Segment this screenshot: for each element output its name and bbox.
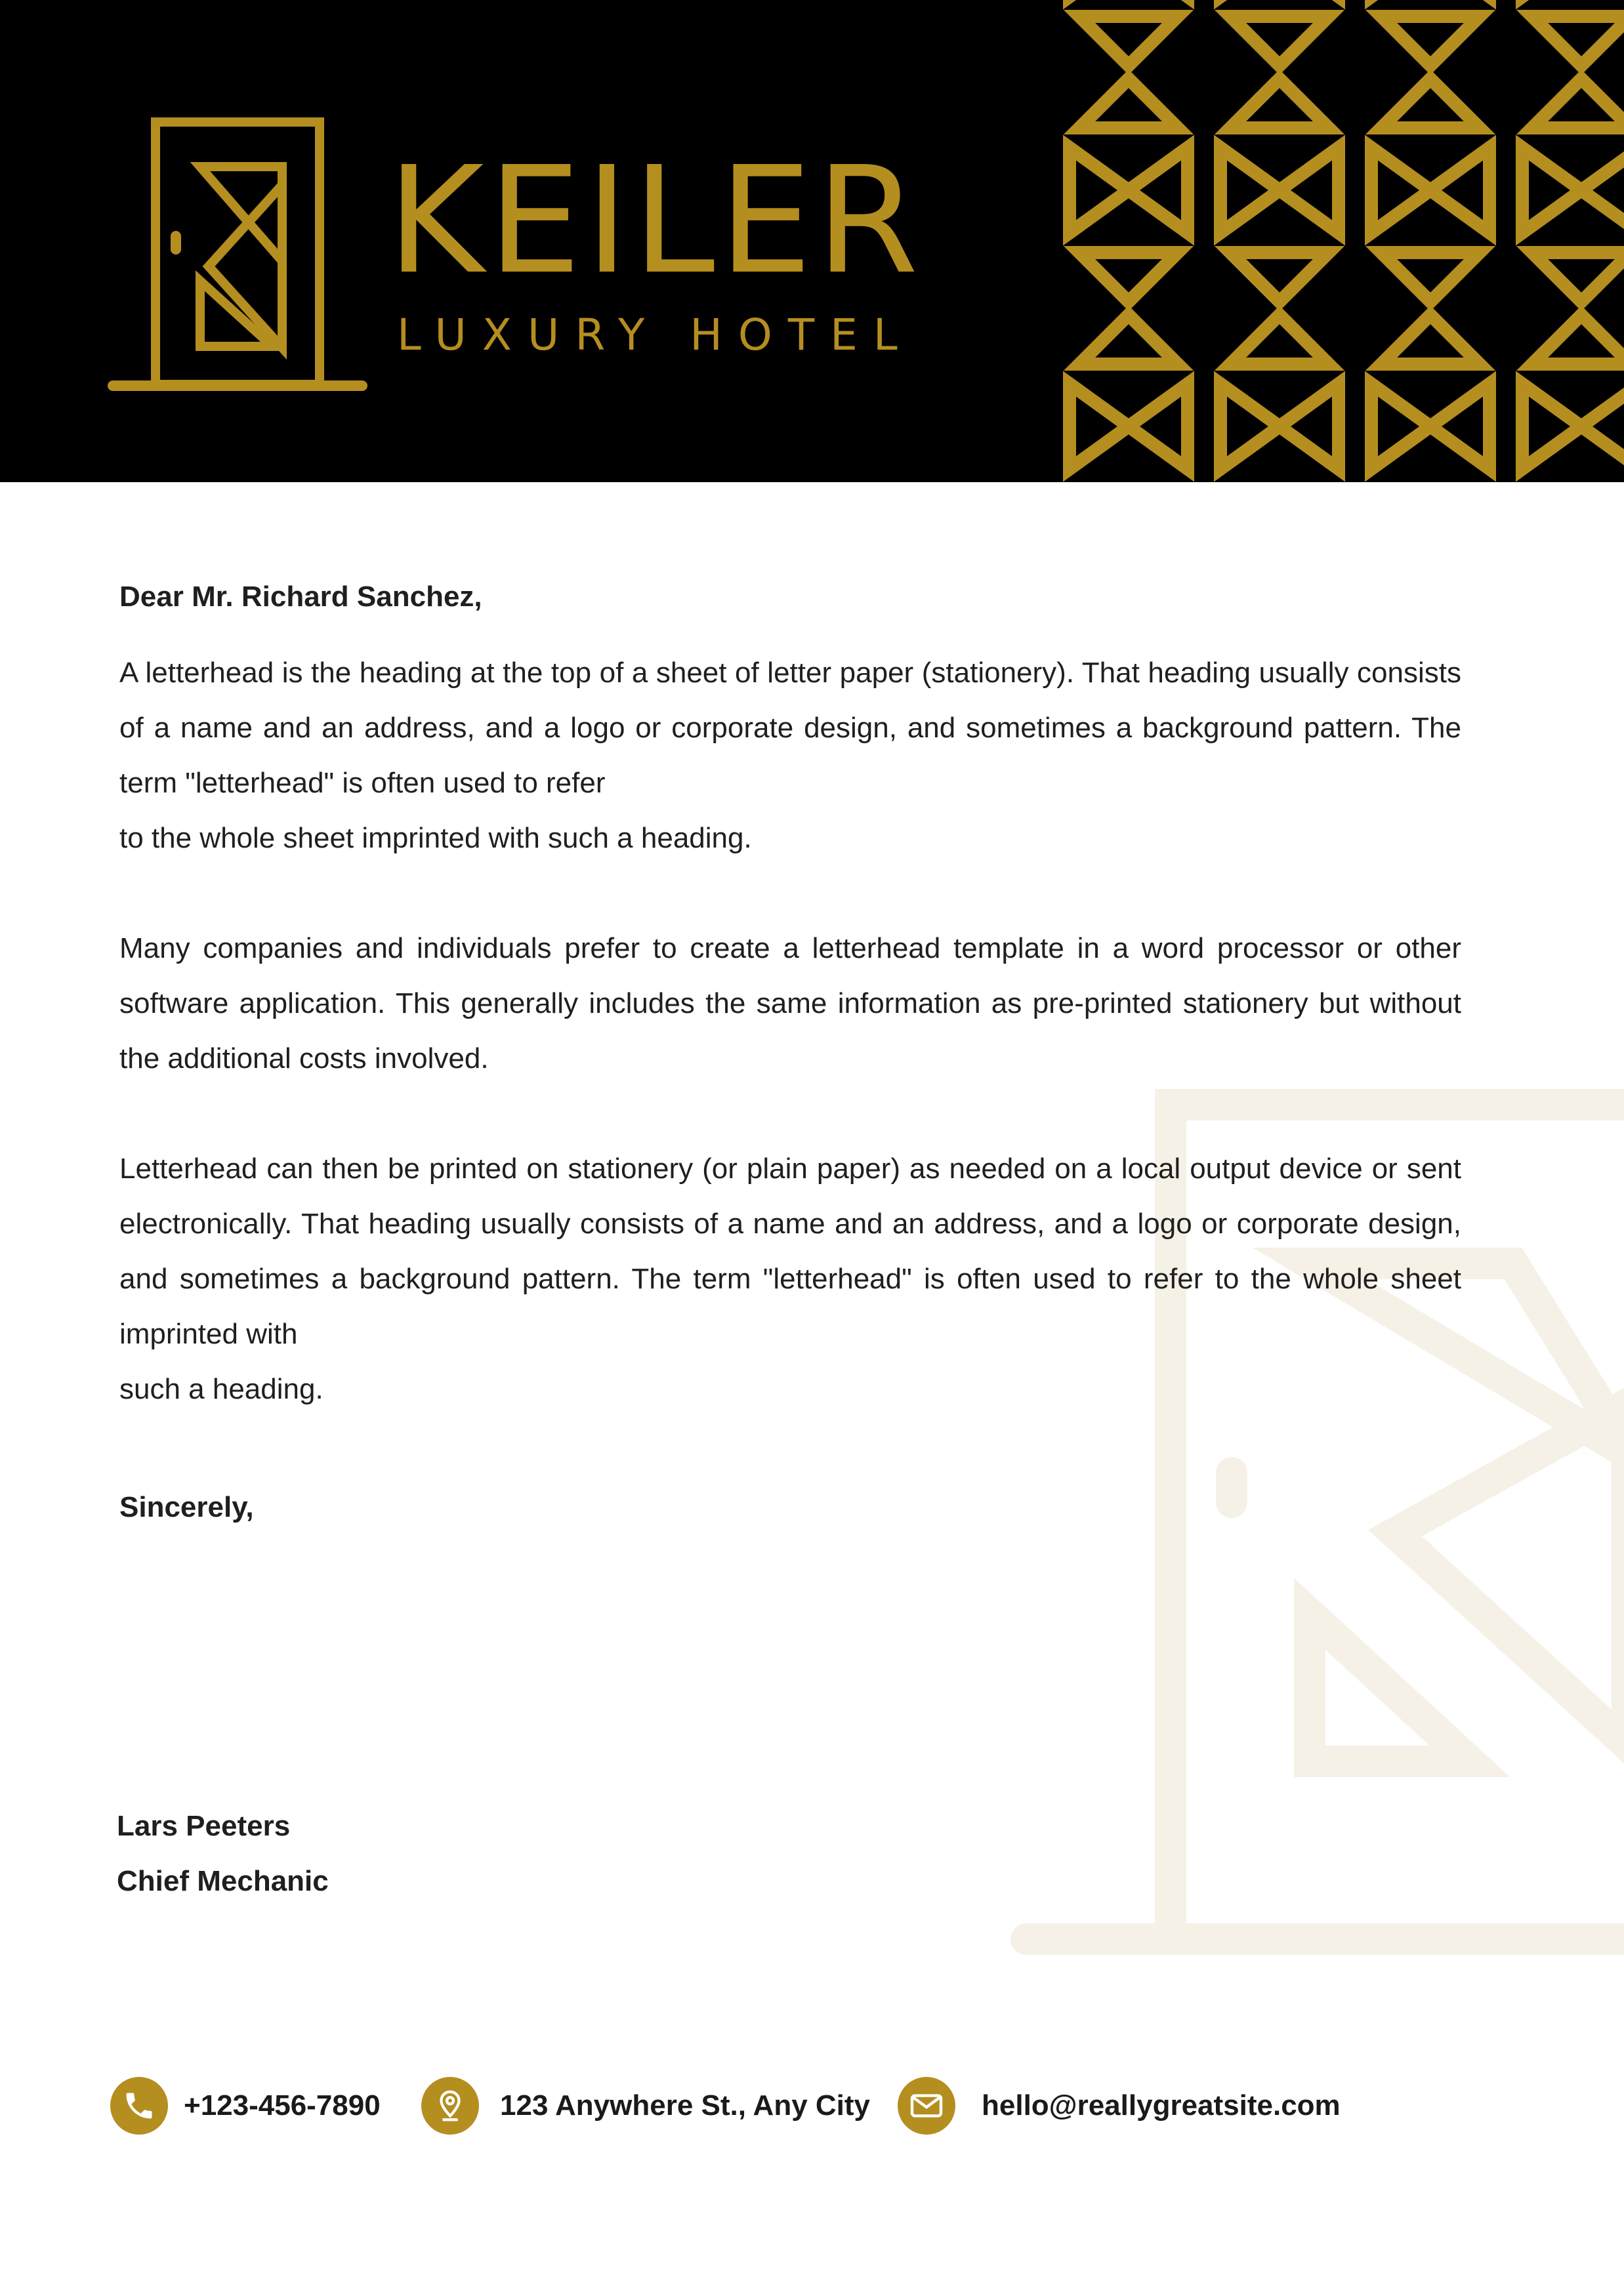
paragraph-1-text: A letterhead is the heading at the top of a sheet of letter paper (stationery). That heading usually consists of a name and an address, and a logo or corporate design, and sometimes a background pattern. The term "letterhead" is often used to refer — [119, 657, 1461, 799]
signer-title: Chief Mechanic — [117, 1865, 329, 1897]
paragraph-3 — [119, 1141, 1461, 1417]
contact-phone — [110, 2076, 381, 2135]
paragraph-1 — [119, 646, 1461, 866]
phone-icon — [110, 2077, 168, 2135]
address-text: 123 Anywhere St., Any City — [500, 2089, 871, 2122]
paragraph-2 — [119, 921, 1461, 1086]
brand-subtitle: LUXURY HOTEL — [397, 310, 913, 360]
paragraph-3-last-line: such a heading. — [119, 1373, 323, 1405]
geometric-pattern — [1063, 0, 1624, 482]
contact-address — [421, 2076, 870, 2135]
signature-block — [117, 1799, 329, 1909]
paragraph-2-text: Many companies and individuals prefer to create a letterhead template in a word processor or other software application. This generally includes the same information as pre-printed stationery but without the additional costs involved. — [119, 932, 1461, 1075]
brand-name: KEILER — [387, 135, 923, 307]
salutation: Dear Mr. Richard Sanchez, — [119, 581, 482, 613]
closing: Sincerely, — [119, 1491, 254, 1523]
email-address: hello@reallygreatsite.com — [982, 2089, 1341, 2122]
phone-number: +123-456-7890 — [184, 2089, 381, 2122]
letterhead-header — [0, 0, 1624, 482]
mail-icon — [898, 2077, 955, 2135]
contact-footer — [110, 2076, 1619, 2135]
paragraph-3-text: Letterhead can then be printed on stationery (or plain paper) as needed on a local output device or sent electronically. That heading usually consists of a name and an address, and a logo or corporate design, and sometimes a background pattern. The term "letterhead" is often used to refer to the whole sheet imprinted with — [119, 1153, 1461, 1350]
letter-body — [119, 577, 1461, 1527]
contact-email — [898, 2076, 1341, 2135]
paragraph-1-last-line: to the whole sheet imprinted with such a heading. — [119, 822, 752, 854]
signer-name: Lars Peeters — [117, 1810, 291, 1842]
keiler-door-logo — [105, 112, 367, 400]
location-pin-icon — [421, 2077, 479, 2135]
